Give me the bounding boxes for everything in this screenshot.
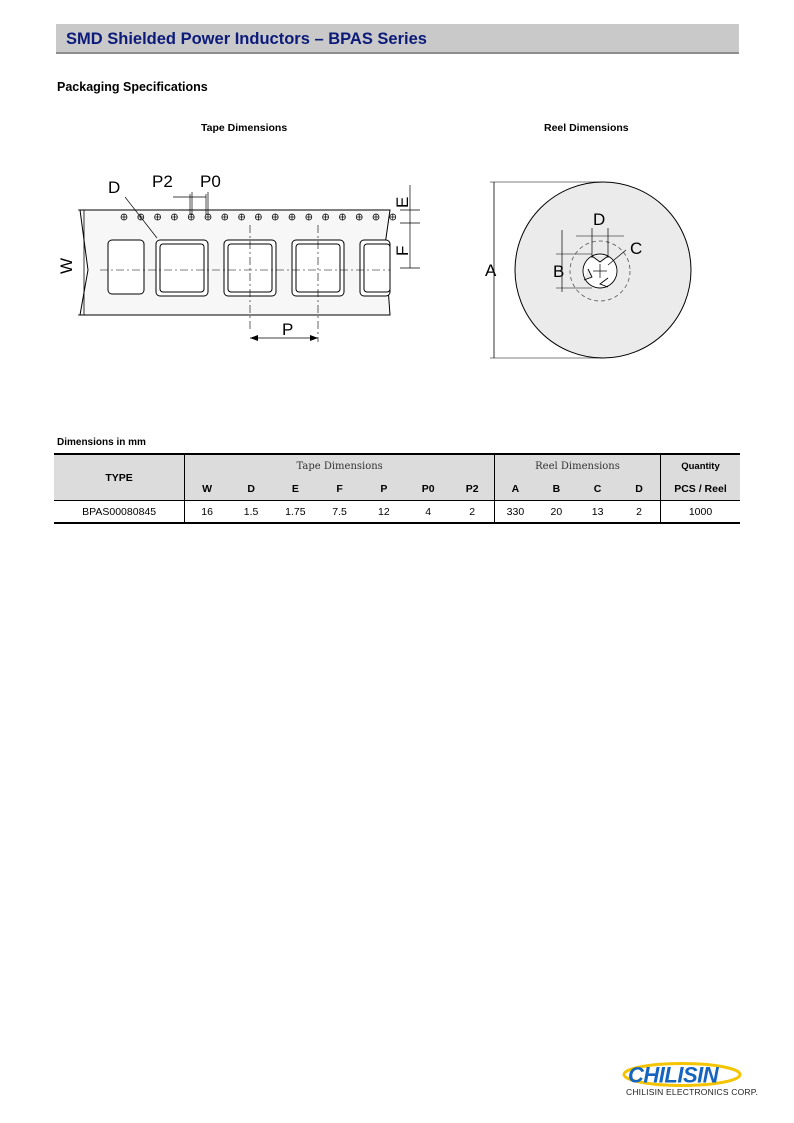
col-header-p: P [362,477,406,501]
col-header-p0: P0 [406,477,450,501]
col-header-c: C [577,477,618,501]
col-header-a: A [495,477,536,501]
cell-f: 7.5 [317,501,361,524]
col-header-b: B [536,477,577,501]
label-p: P [282,320,294,339]
reel-group-header: Reel Dimensions [495,454,661,477]
col-header-p2: P2 [450,477,494,501]
page-title: SMD Shielded Power Inductors – BPAS Series [66,30,427,48]
cell-type: BPAS00080845 [54,501,185,524]
label-f: F [393,245,412,256]
section-title: Packaging Specifications [57,80,208,94]
col-header-e: E [273,477,317,501]
cell-reel-d: 2 [618,501,660,524]
dimensions-title: Dimensions in mm [57,437,146,448]
tape-group-header: Tape Dimensions [185,454,495,477]
cell-d: 1.5 [229,501,273,524]
cell-c: 13 [577,501,618,524]
cell-quantity: 1000 [660,501,740,524]
label-p0: P0 [200,172,221,191]
quantity-group-header: Quantity [660,454,740,477]
cell-p2: 2 [450,501,494,524]
cell-b: 20 [536,501,577,524]
company-name: CHILISIN ELECTRONICS CORP. [626,1087,759,1097]
tape-diagram [57,170,430,350]
cell-a: 330 [495,501,536,524]
col-header-f: F [317,477,361,501]
cell-p: 12 [362,501,406,524]
col-header-reel-d: D [618,477,660,501]
reel-label-b: B [553,262,565,281]
logo-text: CHILISIN [628,1062,719,1088]
title-bar [56,24,739,54]
col-header-d: D [229,477,273,501]
label-d: D [108,178,121,197]
reel-caption: Reel Dimensions [544,122,629,134]
label-w: W [57,257,76,274]
tape-caption: Tape Dimensions [201,122,288,134]
header-row-groups [54,454,740,477]
label-e: E [393,196,412,208]
reel-label-a: A [485,261,497,280]
type-header: TYPE [54,454,185,501]
cell-w: 16 [185,501,229,524]
reel-diagram [480,170,710,370]
cell-e: 1.75 [273,501,317,524]
label-p2: P2 [152,172,173,191]
cell-p0: 4 [406,501,450,524]
col-header-w: W [185,477,229,501]
reel-label-c: C [630,239,643,258]
dimensions-table [54,453,740,524]
table-row [54,501,740,524]
col-header-pcs-reel: PCS / Reel [660,477,740,501]
reel-label-d: D [593,210,606,229]
